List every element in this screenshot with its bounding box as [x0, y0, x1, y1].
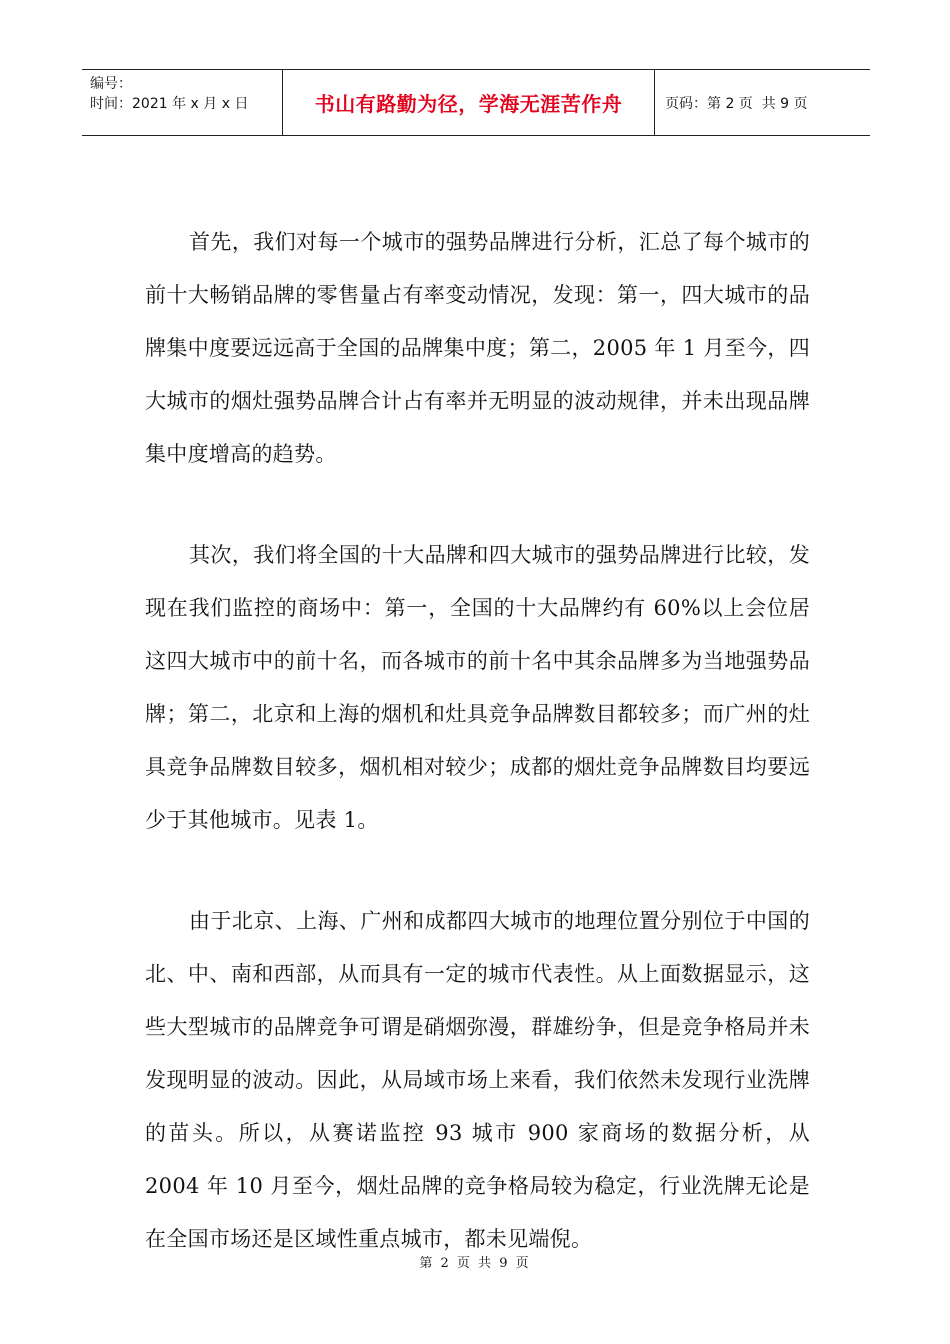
document-date: 时间：2021 年 x 月 x 日 — [90, 96, 249, 112]
page-header — [82, 69, 870, 136]
footer-page-number: 第 2 页 共 9 页 — [419, 1256, 531, 1271]
paragraph-1: 首先，我们对每一个城市的强势品牌进行分析，汇总了每个城市的前十大畅销品牌的零售量占有率变动情况，发现：第一，四大城市的品牌集中度要远远高于全国的品牌集中度；第二，2005 年 1 月至今，四大城市的烟灶强势品牌合计占有率并无明显的波动规律，并未出现品牌集中度增高的趋势。 — [145, 230, 810, 466]
header-motto-cell — [283, 70, 655, 135]
paragraph-2: 其次，我们将全国的十大品牌和四大城市的强势品牌进行比较，发现在我们监控的商场中：第一，全国的十大品牌约有 60%以上会位居这四大城市中的前十名，而各城市的前十名中其余品牌多为当地强势品牌；第二，北京和上海的烟机和灶具竞争品牌数目都较多；而广州的灶具竞争品牌数目较多，烟机相对较少；成都的烟灶竞争品牌数目均要远少于其他城市。见表 1。 — [145, 543, 810, 832]
paragraph-3: 由于北京、上海、广州和成都四大城市的地理位置分别位于中国的北、中、南和西部，从而具有一定的城市代表性。从上面数据显示，这些大型城市的品牌竞争可谓是硝烟弥漫，群雄纷争，但是竞争格局并未发现明显的波动。因此，从局域市场上来看，我们依然未发现行业洗牌的苗头。所以，从赛诺监控 93 城市 900 家商场的数据分析，从 2004 年 10 月至今，烟灶品牌的竞争格局较为稳定，行业洗牌无论是在全国市场还是区域性重点城市，都未见端倪。 — [145, 909, 810, 1251]
page-footer — [0, 1252, 950, 1271]
header-motto: 书山有路勤为径，学海无涯苦作舟 — [314, 92, 623, 116]
document-body — [145, 216, 810, 1266]
header-page-info: 页码：第 2 页 共 9 页 — [665, 95, 808, 112]
document-number-label: 编号： — [90, 76, 132, 92]
header-page-cell — [655, 70, 870, 135]
header-meta-cell — [82, 70, 283, 135]
